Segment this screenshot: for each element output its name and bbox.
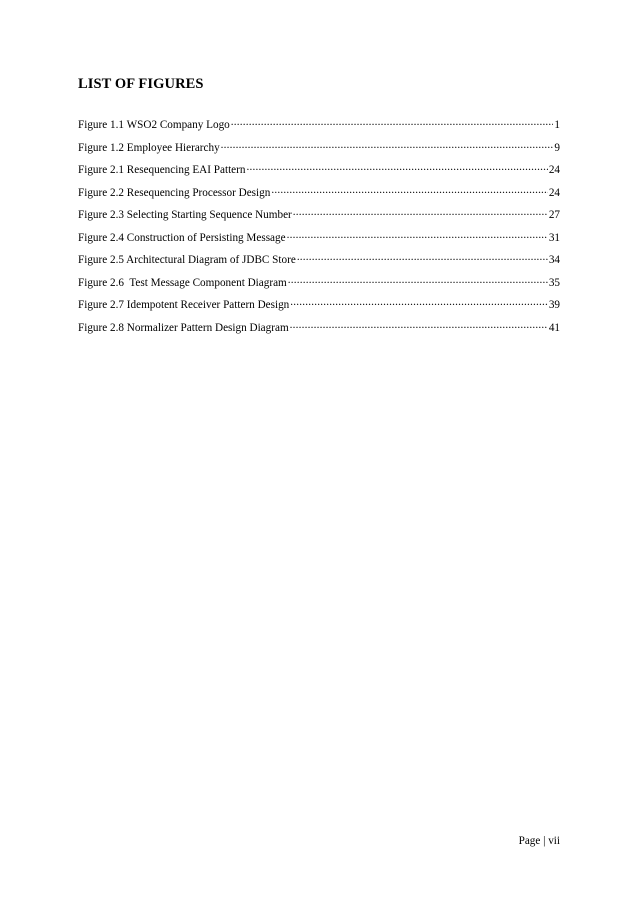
figure-entry-label: Figure 1.2 Employee Hierarchy [78, 141, 220, 154]
figure-list [78, 116, 560, 341]
dot-leader [290, 296, 548, 308]
figure-entry [78, 274, 560, 297]
figure-entry-label: Figure 2.3 Selecting Starting Sequence Number [78, 209, 292, 221]
figure-entry-page: 35 [548, 276, 560, 289]
figure-entry-label: Figure 2.2 Resequencing Processor Design [78, 186, 271, 199]
figure-entry-label: Figure 2.7 Idempotent Receiver Pattern Design [78, 299, 290, 311]
figure-entry-page: 39 [548, 299, 560, 311]
figure-entry [78, 229, 560, 252]
figure-entry [78, 161, 560, 184]
dot-leader [221, 139, 554, 151]
figure-entry [78, 139, 560, 162]
figure-entry-page: 41 [548, 321, 560, 334]
dot-leader [290, 319, 548, 331]
figure-entry [78, 206, 560, 229]
dot-leader [297, 251, 548, 263]
page-number-footer: Page | vii [518, 835, 560, 847]
figure-entry-label: Figure 1.1 WSO2 Company Logo [78, 119, 230, 131]
dot-leader [231, 116, 554, 128]
figure-entry [78, 116, 560, 139]
figure-entry-label: Figure 2.5 Architectural Diagram of JDBC Store [78, 254, 296, 266]
figure-entry-label: Figure 2.1 Resequencing EAI Pattern [78, 164, 246, 176]
figure-entry-page: 34 [548, 254, 560, 266]
dot-leader [293, 206, 548, 218]
dot-leader [246, 161, 547, 173]
dot-leader [287, 229, 548, 241]
figure-entry-page: 31 [548, 231, 560, 244]
figure-entry-page: 24 [548, 186, 560, 199]
figure-entry-page: 27 [548, 209, 560, 221]
figure-entry-page: 24 [548, 164, 560, 176]
figure-entry-label: Figure 2.6 Test Message Component Diagram [78, 276, 287, 289]
figure-entry-page: 9 [554, 141, 560, 154]
figure-entry [78, 319, 560, 342]
dot-leader [271, 184, 547, 196]
figure-entry [78, 296, 560, 319]
figure-entry [78, 251, 560, 274]
dot-leader [288, 274, 548, 286]
figure-entry [78, 184, 560, 207]
figure-entry-label: Figure 2.8 Normalizer Pattern Design Diagram [78, 321, 289, 334]
figure-entry-label: Figure 2.4 Construction of Persisting Message [78, 231, 286, 244]
figure-entry-page: 1 [554, 119, 560, 131]
page-title: LIST OF FIGURES [78, 76, 204, 92]
